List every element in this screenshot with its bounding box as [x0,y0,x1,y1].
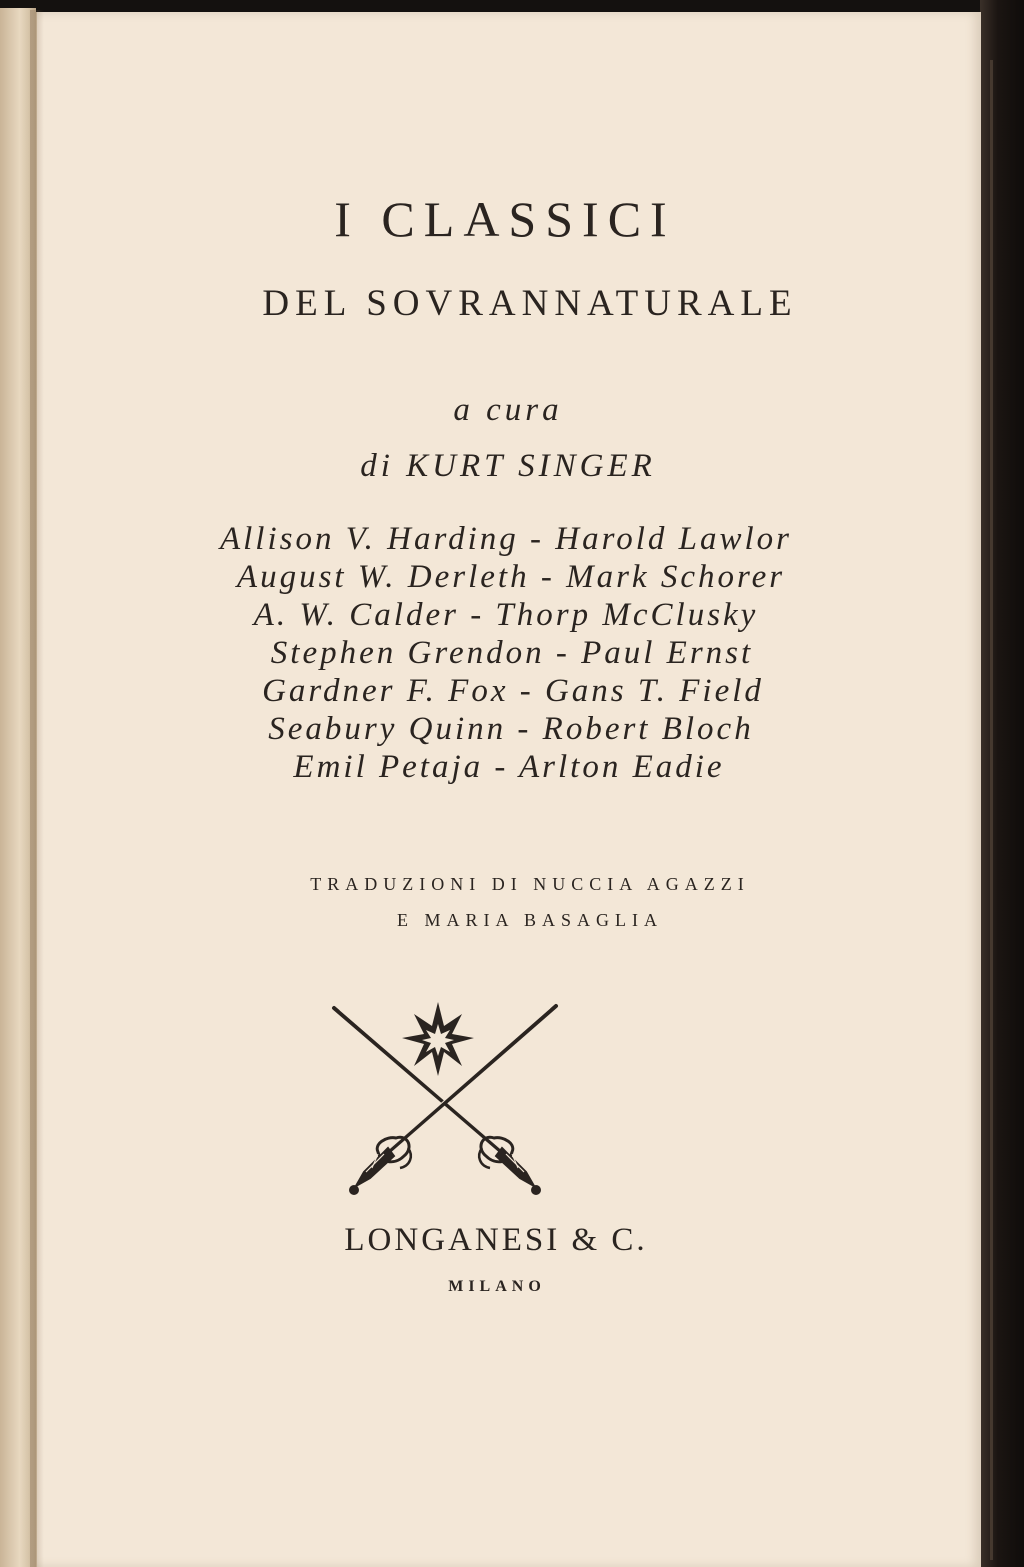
translators-credit [80,866,980,938]
author-line: Stephen Grendon - Paul Ernst [270,635,754,671]
editor-name: di KURT SINGER [360,448,656,484]
translators-line: TRADUZIONI DI NUCCIA AGAZZI [310,874,750,894]
author-line: Emil Petaja - Arlton Eadie [293,749,725,785]
publisher-name: LONGANESI & C. [344,1222,648,1258]
author-list [36,520,980,786]
author-line: Gardner F. Fox - Gans T. Field [262,673,764,709]
author-line: Allison V. Harding - Harold Lawlor [219,521,792,557]
book-subtitle: DEL SOVRANNATURALE [262,283,798,324]
author-line: August W. Derleth - Mark Schorer [236,559,786,595]
book-cover-edge [980,0,1024,1567]
translators-line: E MARIA BASAGLIA [396,910,663,930]
title-page-content [36,0,980,1567]
book-title: I CLASSICI [334,191,676,247]
crossed-swords-with-star-icon [326,996,566,1206]
publisher-city: MILANO [448,1278,546,1295]
edited-by-label: a cura [453,392,563,428]
author-line: Seabury Quinn - Robert Bloch [268,711,754,747]
author-line: A. W. Calder - Thorp McClusky [253,597,759,633]
